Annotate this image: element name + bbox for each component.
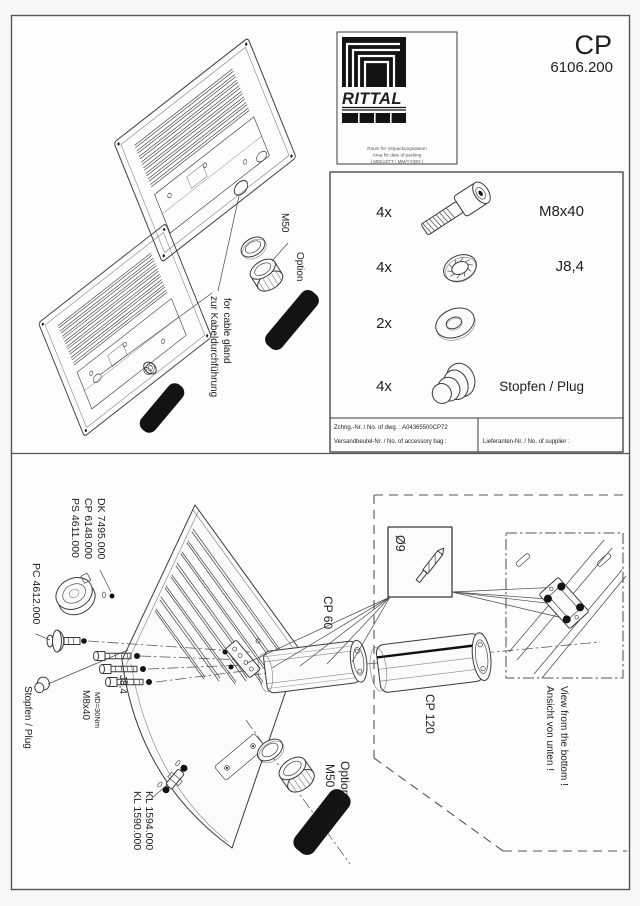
qty-plug: 4x — [376, 378, 392, 395]
j84-washer — [229, 665, 234, 670]
label-m50-top: M50 — [279, 213, 290, 233]
label-option-top: Option — [294, 252, 305, 282]
label-ps4611: PS 4611.000 — [69, 498, 81, 558]
label-option-bottom: Option — [338, 761, 352, 797]
packing-note-line3: ( MM/JJ/TT / MM/YY/DD ) — [370, 159, 424, 164]
label-j84: J8,4 — [117, 675, 128, 694]
packing-note-line2: Area for date of packing — [372, 152, 422, 158]
label-stopfen-plug: Stopfen / Plug — [22, 686, 33, 749]
packing-note-line1: Raum für Verpackungsdatum — [367, 146, 427, 151]
label-cp6148: CP 6148.000 — [82, 498, 94, 560]
label-dk7495: DK 7495.000 — [95, 498, 107, 560]
qty-washer: 2x — [376, 315, 392, 332]
label-view-en: View from the bottom ! — [558, 686, 569, 786]
label-kl1594: KL 1594.000 — [143, 791, 155, 851]
accessory-bag-number: Versandbeutel-Nr. / No. of accessory bag : — [334, 439, 447, 445]
product-code: CP — [574, 30, 612, 60]
label-torque: MD=30Nm — [93, 692, 102, 729]
label-m8x40-row: M8x40 — [538, 203, 584, 220]
label-plug-row: Stopfen / Plug — [499, 379, 584, 394]
label-pc4612: PC 4612.000 — [30, 563, 42, 625]
label-m8x40: M8x40 — [80, 690, 91, 721]
drill-callout-box — [388, 527, 452, 597]
coupling-screw — [110, 594, 115, 599]
label-j84-row: J8,4 — [555, 258, 584, 275]
label-view-de: Ansicht von unten ! — [544, 686, 555, 772]
model-number: 6106.200 — [550, 59, 613, 76]
rittal-logo-icon — [342, 37, 406, 87]
label-cp60: CP 60 — [321, 596, 335, 630]
supplier-number: Lieferanten-Nr. / No. of supplier : — [483, 439, 570, 445]
qty-j84: 4x — [376, 259, 392, 276]
label-gland-de: zur Kabeldurchführung — [208, 296, 219, 398]
qty-m8x40: 4x — [376, 204, 392, 221]
drawing-number: Zchng.-Nr. / No. of dwg. : A04365500CP72 — [334, 425, 448, 431]
label-kl1590: KL 1590.000 — [131, 791, 143, 851]
label-gland-en: for cable gland — [221, 298, 232, 364]
label-drill-diameter: Ø9 — [393, 535, 407, 552]
label-cp120: CP 120 — [423, 694, 437, 734]
brand-name: RITTAL — [342, 90, 402, 108]
label-m50-bottom: M50 — [323, 764, 337, 788]
